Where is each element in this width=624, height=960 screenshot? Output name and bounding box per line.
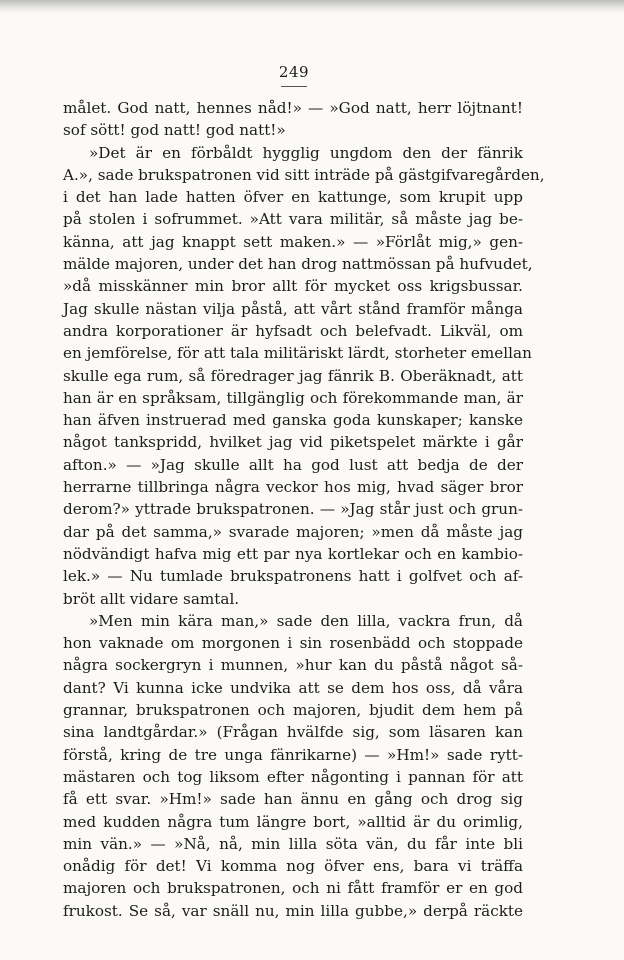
text-line: skulle ega rum, så föredrager jag fänrik B. Oberäknadt, att bbox=[63, 366, 523, 385]
text-line: »då misskänner min bror allt för mycket oss krigsbussar. bbox=[63, 277, 523, 296]
text-line: sina landtgårdar.» (Frågan hvälfde sig, som läsaren kan bbox=[63, 723, 523, 742]
text-line: lek.» — Nu tumlade brukspatronens hatt i golfvet och af- bbox=[63, 567, 523, 586]
scan-top-edge bbox=[0, 0, 624, 14]
text-line: målet. God natt, hennes nåd!» — »God natt, herr löjtnant! bbox=[63, 99, 523, 117]
text-line: känna, att jag knappt sett maken.» — »Förlåt mig,» gen- bbox=[63, 232, 523, 251]
text-line: Jag skulle nästan vilja påstå, att vårt stånd framför många bbox=[63, 299, 523, 318]
text-line: på stolen i sofrummet. »Att vara militär, så måste jag be- bbox=[63, 210, 523, 229]
text-line: dant? Vi kunna icke undvika att se dem hos oss, då våra bbox=[63, 678, 523, 697]
text-line: min vän.» — »Nå, nå, min lilla söta vän, du får inte bli bbox=[63, 834, 523, 853]
text-line: med kudden några tum längre bort, »alltid är du orimlig, bbox=[63, 812, 523, 831]
text-line: majoren och brukspatronen, och ni fått framför er en god bbox=[63, 879, 523, 898]
text-line: mälde majoren, under det han drog nattmössan på hufvudet, bbox=[63, 255, 533, 274]
text-line: mästaren och tog liksom efter någonting i pannan för att bbox=[63, 767, 523, 786]
text-line: herrarne tillbringa några veckor hos mig, hvad säger bror bbox=[63, 478, 523, 497]
text-line: få ett svar. »Hm!» sade han ännu en gång och drog sig bbox=[63, 790, 523, 809]
text-line: »Men min kära man,» sade den lilla, vackra frun, då bbox=[89, 611, 523, 630]
text-line: sof sött! god natt! god natt!» bbox=[63, 121, 286, 140]
text-line: förstå, kring de tre unga fänrikarne) — »Hm!» sade rytt- bbox=[63, 745, 523, 764]
text-line: andra korporationer är hyfsadt och belefvadt. Likväl, om bbox=[63, 321, 523, 340]
text-line: hon vaknade om morgonen i sin rosenbädd och stoppade bbox=[63, 634, 523, 653]
text-line: något tankspridd, hvilket jag vid piketspelet märkte i går bbox=[63, 433, 523, 452]
text-line: några sockergryn i munnen, »hur kan du påstå något så- bbox=[63, 656, 523, 675]
text-line: dar på det samma,» svarade majoren; »men då måste jag bbox=[63, 522, 523, 541]
page-number-rule bbox=[281, 86, 307, 87]
text-line: onådig för det! Vi komma nog öfver ens, bara vi träffa bbox=[63, 857, 523, 876]
text-line: grannar, brukspatronen och majoren, bjudit dem hem på bbox=[63, 701, 523, 720]
text-line: i det han lade hatten öfver en kattunge, som krupit upp bbox=[63, 188, 523, 207]
text-line: nödvändigt hafva mig ett par nya kortlekar och en kambio- bbox=[63, 544, 523, 563]
text-line: derom?» yttrade brukspatronen. — »Jag står just och grun- bbox=[63, 500, 523, 519]
text-line: frukost. Se så, var snäll nu, min lilla gubbe,» derpå räckte bbox=[63, 901, 523, 920]
text-line: bröt allt vidare samtal. bbox=[63, 589, 240, 608]
text-line: han äfven instruerad med ganska goda kunskaper; kanske bbox=[63, 411, 523, 430]
text-line: »Det är en förbåldt hygglig ungdom den der fänrik bbox=[89, 143, 523, 162]
page-number: 249 bbox=[278, 63, 310, 81]
text-line: afton.» — »Jag skulle allt ha god lust att bedja de der bbox=[63, 455, 523, 474]
text-line: A.», sade brukspatronen vid sitt inträde på gästgifvaregården, bbox=[63, 165, 545, 184]
text-line: en jemförelse, för att tala militäriskt lärdt, storheter emellan bbox=[63, 344, 532, 363]
text-line: han är en språksam, tillgänglig och förekommande man, är bbox=[63, 388, 523, 407]
body-text bbox=[63, 97, 545, 922]
